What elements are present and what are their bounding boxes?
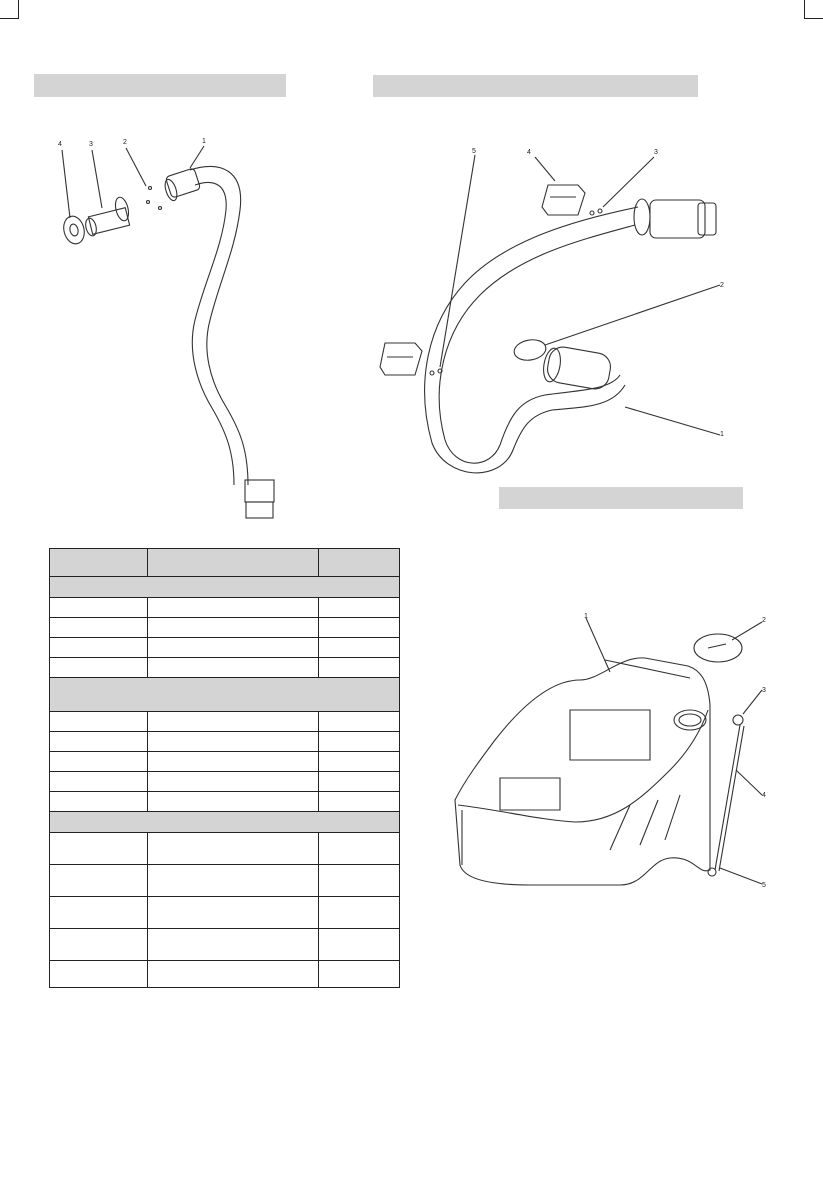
cell xyxy=(147,897,319,929)
cell xyxy=(319,618,400,638)
cell xyxy=(319,897,400,929)
cell xyxy=(50,712,148,732)
parts-table xyxy=(49,548,400,988)
cell xyxy=(50,792,148,812)
callout-label: 5 xyxy=(472,148,476,155)
crop-mark-top-right xyxy=(804,0,823,19)
group-title xyxy=(50,577,400,598)
callout-label: 2 xyxy=(123,139,127,146)
cell xyxy=(50,752,148,772)
header-cell xyxy=(50,549,148,577)
group-header-row xyxy=(50,678,400,712)
cell xyxy=(147,732,319,752)
cell xyxy=(319,712,400,732)
cell xyxy=(147,961,319,988)
cell xyxy=(147,929,319,961)
table-row xyxy=(50,865,400,897)
table-row xyxy=(50,658,400,678)
cell xyxy=(319,638,400,658)
section-heading-bar-tank xyxy=(499,487,743,509)
cell xyxy=(319,658,400,678)
table-row xyxy=(50,772,400,792)
table-row xyxy=(50,929,400,961)
cell xyxy=(50,865,148,897)
crop-mark-top-left xyxy=(0,0,19,19)
cell xyxy=(50,638,148,658)
cell xyxy=(50,658,148,678)
group-title xyxy=(50,678,400,712)
cell xyxy=(147,865,319,897)
cell xyxy=(50,929,148,961)
cell xyxy=(147,752,319,772)
table-row xyxy=(50,897,400,929)
cell xyxy=(147,833,319,865)
table-row xyxy=(50,732,400,752)
cell xyxy=(50,732,148,752)
table-row xyxy=(50,618,400,638)
cell xyxy=(50,833,148,865)
cell xyxy=(147,772,319,792)
header-cell xyxy=(319,549,400,577)
header-cell xyxy=(147,549,319,577)
group-header-row xyxy=(50,812,400,833)
callout-label: 4 xyxy=(527,149,531,156)
tank-assembly-diagram xyxy=(440,610,780,900)
callout-label: 3 xyxy=(654,149,658,156)
cell xyxy=(50,598,148,618)
callout-label: 5 xyxy=(762,882,766,889)
group-title xyxy=(50,812,400,833)
cell xyxy=(50,961,148,988)
cell xyxy=(147,712,319,732)
table-row xyxy=(50,712,400,732)
hose-assembly-left-diagram xyxy=(40,130,300,530)
table-row xyxy=(50,961,400,988)
cell xyxy=(319,792,400,812)
table-row xyxy=(50,638,400,658)
callout-label: 3 xyxy=(762,687,766,694)
cell xyxy=(319,961,400,988)
cell xyxy=(147,638,319,658)
cell xyxy=(319,598,400,618)
cell xyxy=(147,598,319,618)
callout-label: 2 xyxy=(762,617,766,624)
cell xyxy=(319,833,400,865)
section-heading-bar-left xyxy=(34,74,286,97)
callout-label: 3 xyxy=(89,141,93,148)
cell xyxy=(319,772,400,792)
cell xyxy=(147,792,319,812)
cell xyxy=(319,929,400,961)
cell xyxy=(147,618,319,638)
callout-label: 1 xyxy=(202,138,206,145)
cell xyxy=(319,752,400,772)
hose-assembly-right-diagram xyxy=(370,145,750,485)
group-header-row xyxy=(50,577,400,598)
cell xyxy=(50,618,148,638)
table-row xyxy=(50,833,400,865)
callout-label: 1 xyxy=(720,431,724,438)
table-row xyxy=(50,598,400,618)
cell xyxy=(147,658,319,678)
table-header-row xyxy=(50,549,400,577)
table-row xyxy=(50,752,400,772)
cell xyxy=(319,732,400,752)
callout-label: 1 xyxy=(584,613,588,620)
cell xyxy=(50,772,148,792)
callout-label: 4 xyxy=(58,141,62,148)
cell xyxy=(50,897,148,929)
callout-label: 2 xyxy=(720,282,724,289)
cell xyxy=(319,865,400,897)
section-heading-bar-right xyxy=(373,75,698,97)
table-row xyxy=(50,792,400,812)
callout-label: 4 xyxy=(762,792,766,799)
